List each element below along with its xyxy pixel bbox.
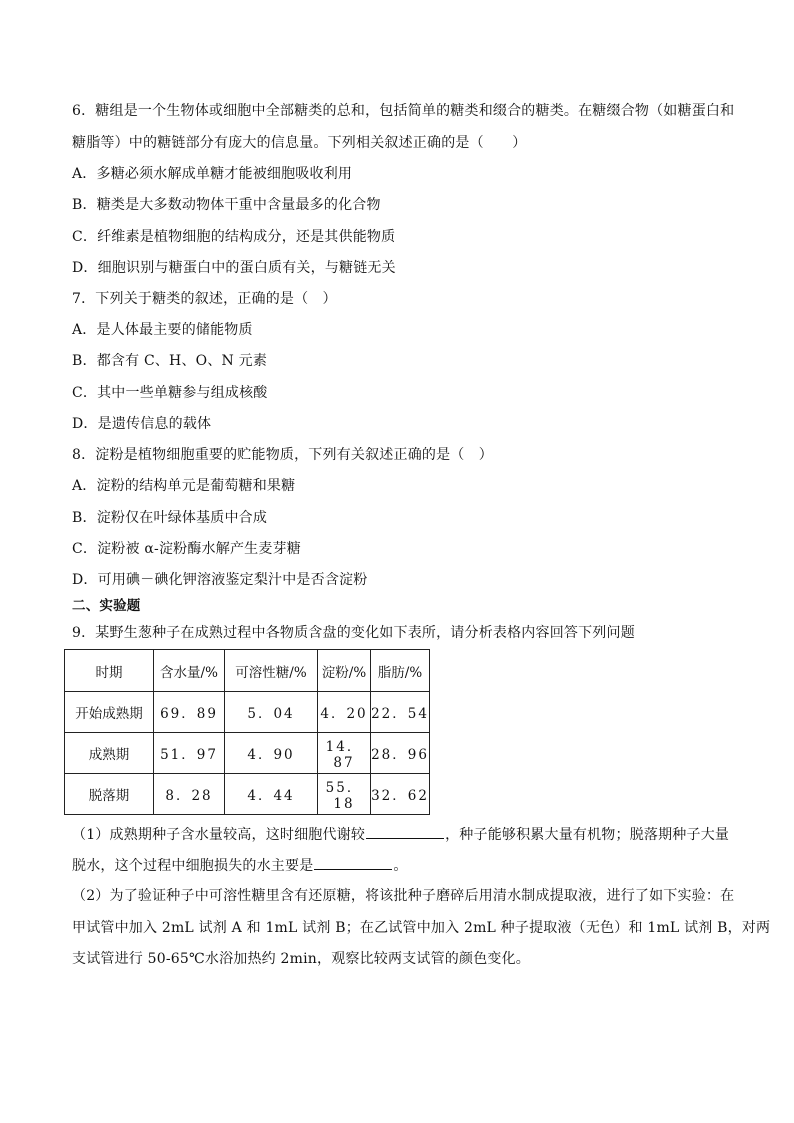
table-header-cell: 脂肪/%	[371, 650, 430, 692]
table-row	[65, 733, 430, 774]
q8-option-b: B．淀粉仅在叶绿体基质中合成	[72, 510, 268, 526]
table-cell: 22．54	[371, 692, 430, 733]
table-cell: 4．20	[318, 692, 371, 733]
q9-stem: 9．某野生葱种子在成熟过程中各物质含盘的变化如下表所，请分析表格内容回答下列问题	[72, 625, 635, 641]
table-cell: 成熟期	[65, 733, 154, 774]
q8-option-d: D．可用碘－碘化钾溶液鉴定梨汁中是否含淀粉	[72, 572, 368, 588]
q7-option-a: A．是人体最主要的储能物质	[72, 322, 253, 338]
table-header-row	[65, 650, 430, 692]
table-cell: 4．44	[225, 774, 318, 815]
table-header-cell: 可溶性糖/%	[225, 650, 318, 692]
q7-stem: 7．下列关于糖类的叙述，正确的是（ ）	[72, 291, 337, 307]
table-header-cell: 时期	[65, 650, 154, 692]
answer-blank[interactable]	[366, 824, 444, 839]
section-title-experiment: 二、实验题	[72, 598, 141, 614]
table-cell: 8．28	[154, 774, 225, 815]
table-cell: 脱落期	[65, 774, 154, 815]
q9-data-table	[64, 649, 430, 815]
table-cell: 51．97	[154, 733, 225, 774]
q6-stem-line-1: 6．糖组是一个生物体或细胞中全部糖类的总和，包括简单的糖类和缀合的糖类。在糖缀合物（如糖蛋白和	[72, 103, 735, 119]
q6-option-c: C．纤维素是植物细胞的结构成分，还是其供能物质	[72, 229, 396, 245]
table-row	[65, 692, 430, 733]
table-header-cell: 淀粉/%	[318, 650, 371, 692]
q6-stem-line-2: 糖脂等）中的糖链部分有庞大的信息量。下列相关叙述正确的是（ ）	[72, 135, 527, 151]
q7-option-b: B．都含有 C、H、O、N 元素	[72, 353, 268, 369]
q7-option-d: D．是遗传信息的载体	[72, 416, 212, 432]
q9-sub2-line-1: （2）为了验证种子中可溶性糖里含有还原糖，将该批种子磨碎后用清水制成提取液，进行了如下实验：在	[72, 888, 735, 904]
q7-option-c: C．其中一些单糖参与组成核酸	[72, 385, 268, 401]
q9-sub1-text: 脱水，这个过程中细胞损失的水主要是	[72, 858, 314, 874]
table-header-cell: 含水量/%	[154, 650, 225, 692]
table-cell: 开始成熟期	[65, 692, 154, 733]
q6-option-a: A．多糖必须水解成单糖才能被细胞吸收利用	[72, 166, 353, 182]
q8-option-a: A．淀粉的结构单元是葡萄糖和果糖	[72, 478, 296, 494]
table-cell: 5．04	[225, 692, 318, 733]
q9-sub2-line-2: 甲试管中加入 2mL 试剂 A 和 1mL 试剂 B；在乙试管中加入 2mL 种子提取液（无色）和 1mL 试剂 B，对两	[72, 920, 771, 936]
q6-option-b: B．糖类是大多数动物体干重中含量最多的化合物	[72, 197, 381, 213]
q9-sub1-line-1	[72, 824, 732, 845]
q9-sub1-text: ，种子能够积累大量有机物；脱落期种子大量	[445, 827, 730, 843]
table-cell: 4．90	[225, 733, 318, 774]
q9-sub1-text: （1）成熟期种子含水量较高，这时细胞代谢较	[72, 827, 366, 843]
table-cell: 32．62	[371, 774, 430, 815]
table-cell: 14．87	[318, 733, 371, 774]
q9-sub1-line-2	[72, 855, 732, 876]
table-cell: 55．18	[318, 774, 371, 815]
table-row	[65, 774, 430, 815]
table-cell: 69．89	[154, 692, 225, 733]
q6-option-d: D．细胞识别与糖蛋白中的蛋白质有关，与糖链无关	[72, 260, 396, 276]
q8-stem: 8．淀粉是植物细胞重要的贮能物质，下列有关叙述正确的是（ ）	[72, 447, 493, 463]
table-cell: 28．96	[371, 733, 430, 774]
q9-sub2-line-3: 支试管进行 50-65℃水浴加热约 2min，观察比较两支试管的颜色变化。	[72, 951, 530, 967]
q9-sub1-text: 。	[393, 858, 408, 874]
q8-option-c: C．淀粉被 α-淀粉酶水解产生麦芽糖	[72, 541, 301, 557]
answer-blank[interactable]	[314, 855, 392, 870]
